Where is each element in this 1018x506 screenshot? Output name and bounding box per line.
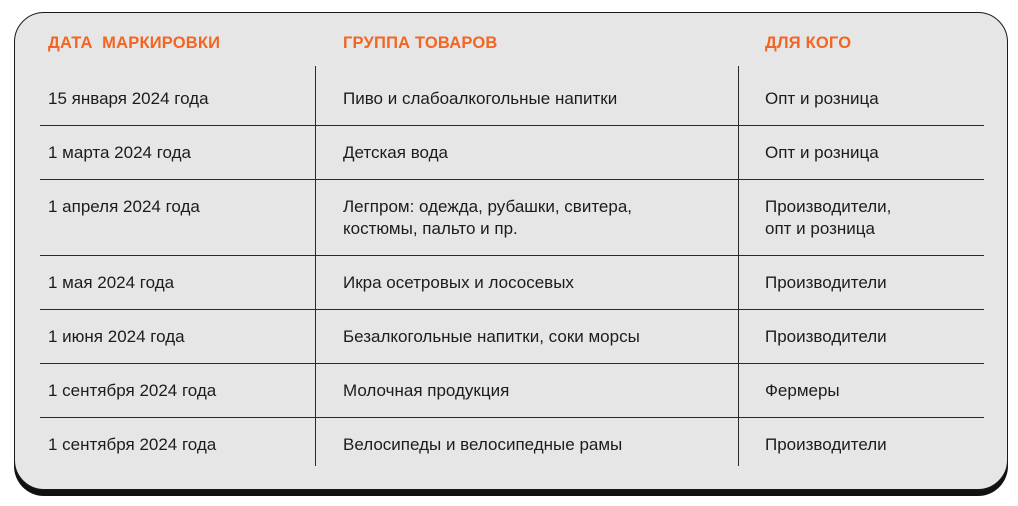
table-cell-group: Велосипеды и велосипедные рамы [343,435,623,454]
table-cell-date: 1 апреля 2024 года [48,197,200,216]
table-cell-group: Икра осетровых и лососевых [343,273,574,292]
table-cell-target: Производители [765,273,887,292]
header-target: ДЛЯ КОГО [765,34,852,52]
row-divider [40,363,984,364]
row-divider [40,309,984,310]
table-cell-target: Фермеры [765,381,840,400]
table-cell-group: Пиво и слабоалкогольные напитки [343,89,618,108]
table-cell-date: 1 сентября 2024 года [48,381,217,400]
column-divider-2 [738,66,739,466]
header-date: ДАТА МАРКИРОВКИ [48,34,221,52]
table-cell-group: Молочная продукция [343,381,510,400]
table-cell-date: 1 марта 2024 года [48,143,191,162]
table-card [14,12,1008,490]
table-cell-group: Безалкогольные напитки, соки морсы [343,327,640,346]
table-cell-date: 15 января 2024 года [48,89,209,108]
table-cell-target: Производители [765,327,887,346]
header-group: ГРУППА ТОВАРОВ [343,34,498,52]
table-cell-date: 1 сентября 2024 года [48,435,217,454]
row-divider [40,125,984,126]
table-cell-group: Детская вода [343,143,448,162]
table-cell-group: Легпром: одежда, рубашки, свитера, костюмы, пальто и пр. [343,197,632,238]
column-divider-1 [315,66,316,466]
table-cell-target: Опт и розница [765,89,879,108]
table-cell-target: Производители, опт и розница [765,197,892,238]
row-divider [40,417,984,418]
table-cell-date: 1 мая 2024 года [48,273,175,292]
table-cell-target: Производители [765,435,887,454]
row-divider [40,255,984,256]
table-cell-date: 1 июня 2024 года [48,327,185,346]
row-divider [40,179,984,180]
table-cell-target: Опт и розница [765,143,879,162]
